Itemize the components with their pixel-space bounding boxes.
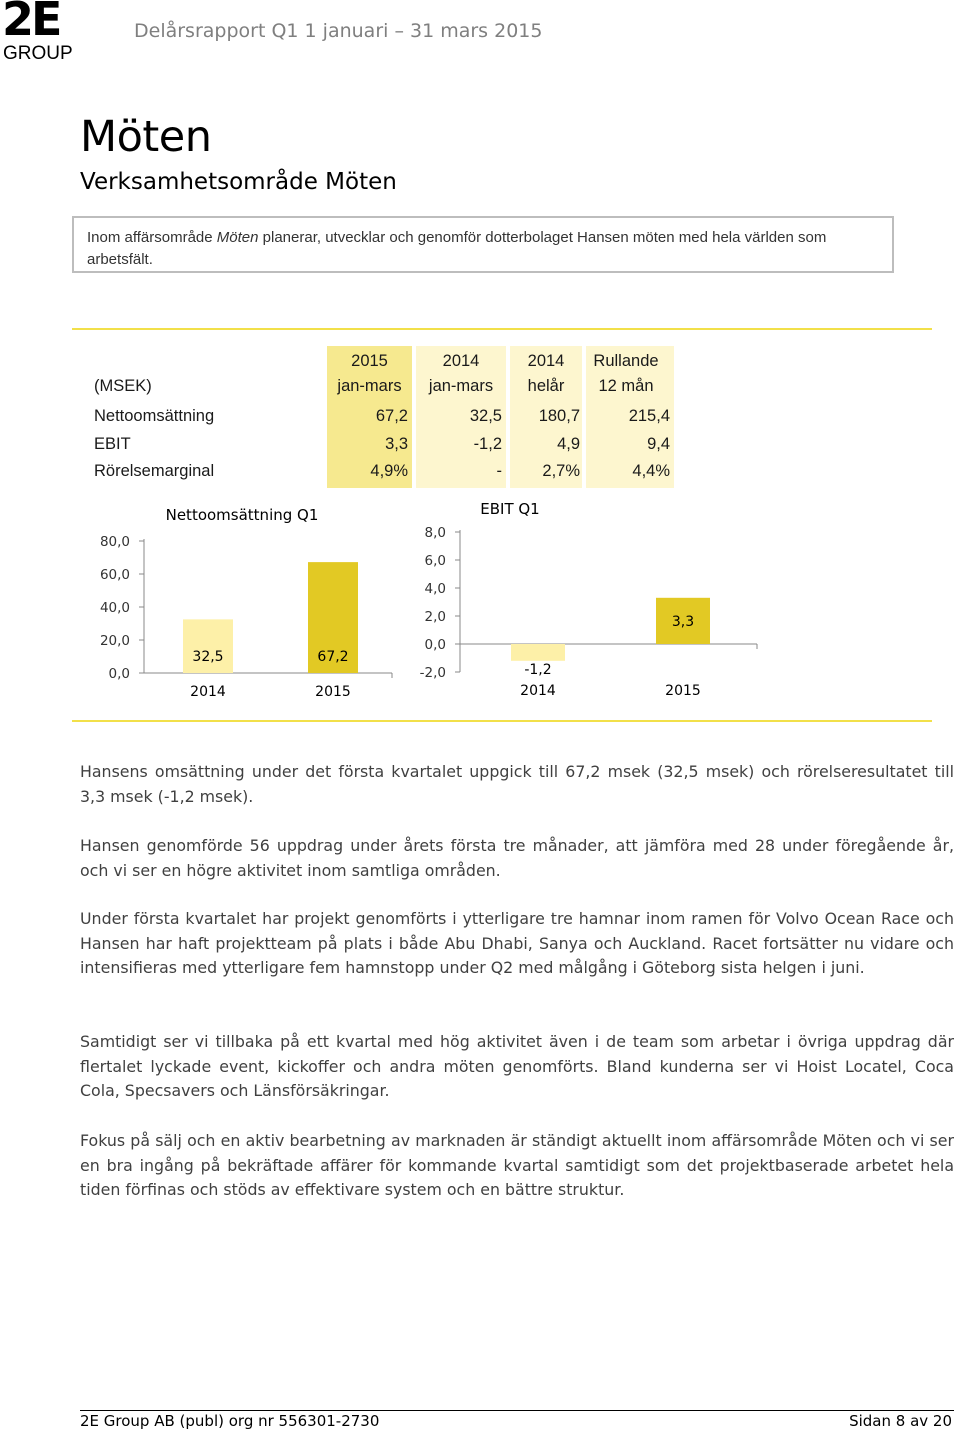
data-label: 67,2: [317, 649, 349, 665]
table-cell: 3,3: [385, 435, 408, 453]
data-label: 32,5: [192, 649, 224, 665]
column-header-year: Rullande: [593, 352, 659, 370]
intro-text-emphasis: Möten: [216, 229, 259, 246]
logo-subtext: GROUP: [3, 43, 73, 64]
category-label: 2014: [190, 684, 226, 700]
data-label: 3,3: [671, 613, 695, 630]
intro-text-after: planerar, utvecklar och genomför dotterbolaget Hansen möten med hela världen som arbetsfält.: [87, 229, 827, 268]
y-tick-label: 6,0: [424, 553, 446, 569]
y-tick-label: 20,0: [99, 633, 130, 649]
column-header-year: 2014: [527, 352, 565, 370]
row-label-net-sales: Nettoomsättning: [94, 407, 215, 425]
table-cell: 180,7: [538, 407, 580, 425]
charts-bottom-rule: [72, 720, 932, 722]
y-tick-label: -2,0: [419, 665, 446, 681]
data-label: -1,2: [524, 661, 552, 678]
column-header-period: helår: [527, 377, 565, 395]
y-tick-label: 80,0: [99, 534, 130, 550]
paragraph-customers: Samtidigt ser vi tillbaka på ett kvartal med hög aktivitet även i de team som arbetar i övriga uppdrag där flertalet lyckade event, kickoffer och andra möten genomförts. Bland kunderna ser vi Hoist Locatel, Coca Cola, Specsavers och Länsförsäkringar.: [80, 1032, 954, 1101]
y-tick-label: 60,0: [99, 567, 130, 583]
chart-title: EBIT Q1: [480, 500, 540, 518]
footer-page-number: Sidan 8 av 20: [849, 1412, 952, 1430]
table-cell: -: [496, 462, 502, 480]
table-cell: 4,9: [557, 435, 580, 453]
paragraph-sales-summary: Hansens omsättning under det första kvartalet uppgick till 67,2 msek (32,5 msek) och rörelseresultatet till 3,3 msek (-1,2 msek).: [80, 762, 954, 806]
table-top-rule: [72, 328, 932, 330]
column-header-period: jan-mars: [428, 377, 494, 395]
row-label-ebit: EBIT: [94, 435, 131, 453]
table-cell: 9,4: [647, 435, 670, 453]
table-cell: -1,2: [473, 435, 502, 453]
table-unit-label: (MSEK): [94, 377, 152, 395]
column-header-period: jan-mars: [337, 377, 402, 395]
logo-text: 2E: [2, 0, 60, 46]
column-header-year: 2014: [442, 352, 480, 370]
page-title: Möten: [80, 112, 212, 162]
report-title: Delårsrapport Q1 1 januari – 31 mars 2015: [134, 20, 543, 42]
table-cell: 2,7%: [542, 462, 580, 480]
category-label: 2014: [520, 683, 556, 699]
y-tick-label: 40,0: [99, 600, 130, 616]
paragraph-volvo-ocean-race: Under första kvartalet har projekt genomförts i ytterligare tre hamnar inom ramen för Volvo Ocean Race och Hansen har haft projektteam på plats i både Abu Dhabi, Sanya och Auckland. Racet fortsätter nu vidare och intensifieras med ytterligare fem hamnstopp under Q2 med målgång i Göteborg sista helgen i juni.: [80, 909, 954, 978]
row-label-operating-margin: Rörelsemarginal: [94, 462, 215, 480]
table-cell: 32,5: [469, 407, 502, 425]
footer-company-info: 2E Group AB (publ) org nr 556301-2730: [80, 1412, 380, 1430]
footer-rule: [80, 1410, 954, 1411]
table-cell: 67,2: [375, 407, 408, 425]
chart-title: Nettoomsättning Q1: [165, 506, 319, 524]
page-subtitle: Verksamhetsområde Möten: [80, 169, 397, 195]
table-cell: 4,4%: [632, 462, 670, 480]
intro-box: [72, 216, 894, 273]
y-tick-label: 8,0: [424, 525, 446, 541]
bar-2014: [511, 644, 565, 661]
y-tick-label: 4,0: [424, 581, 446, 597]
category-label: 2015: [665, 683, 701, 699]
company-logo: [2, 2, 84, 68]
table-cell: 4,9%: [370, 462, 408, 480]
intro-text-before: Inom affärsområde: [87, 229, 217, 246]
paragraph-sales-focus: Fokus på sälj och en aktiv bearbetning av marknaden är ständigt aktuellt inom affärsområde Möten och vi ser en bra ingång på bekräftade affärer för kommande kvartal samtidigt som det projektbaserade arbetet hela tiden förfinas och stöds av effektivare system och en bättre struktur.: [80, 1131, 954, 1200]
y-tick-label: 0,0: [108, 666, 130, 682]
paragraph-assignments: Hansen genomförde 56 uppdrag under årets första tre månader, att jämföra med 28 under föregående år, och vi ser en högre aktivitet inom samtliga områden.: [80, 836, 954, 880]
column-header-year: 2015: [351, 352, 388, 370]
y-tick-label: 0,0: [424, 637, 446, 653]
category-label: 2015: [315, 684, 351, 700]
y-tick-label: 2,0: [424, 609, 446, 625]
table-cell: 215,4: [628, 407, 670, 425]
column-header-period: 12 mån: [598, 377, 654, 395]
charts-area: [0, 492, 960, 722]
